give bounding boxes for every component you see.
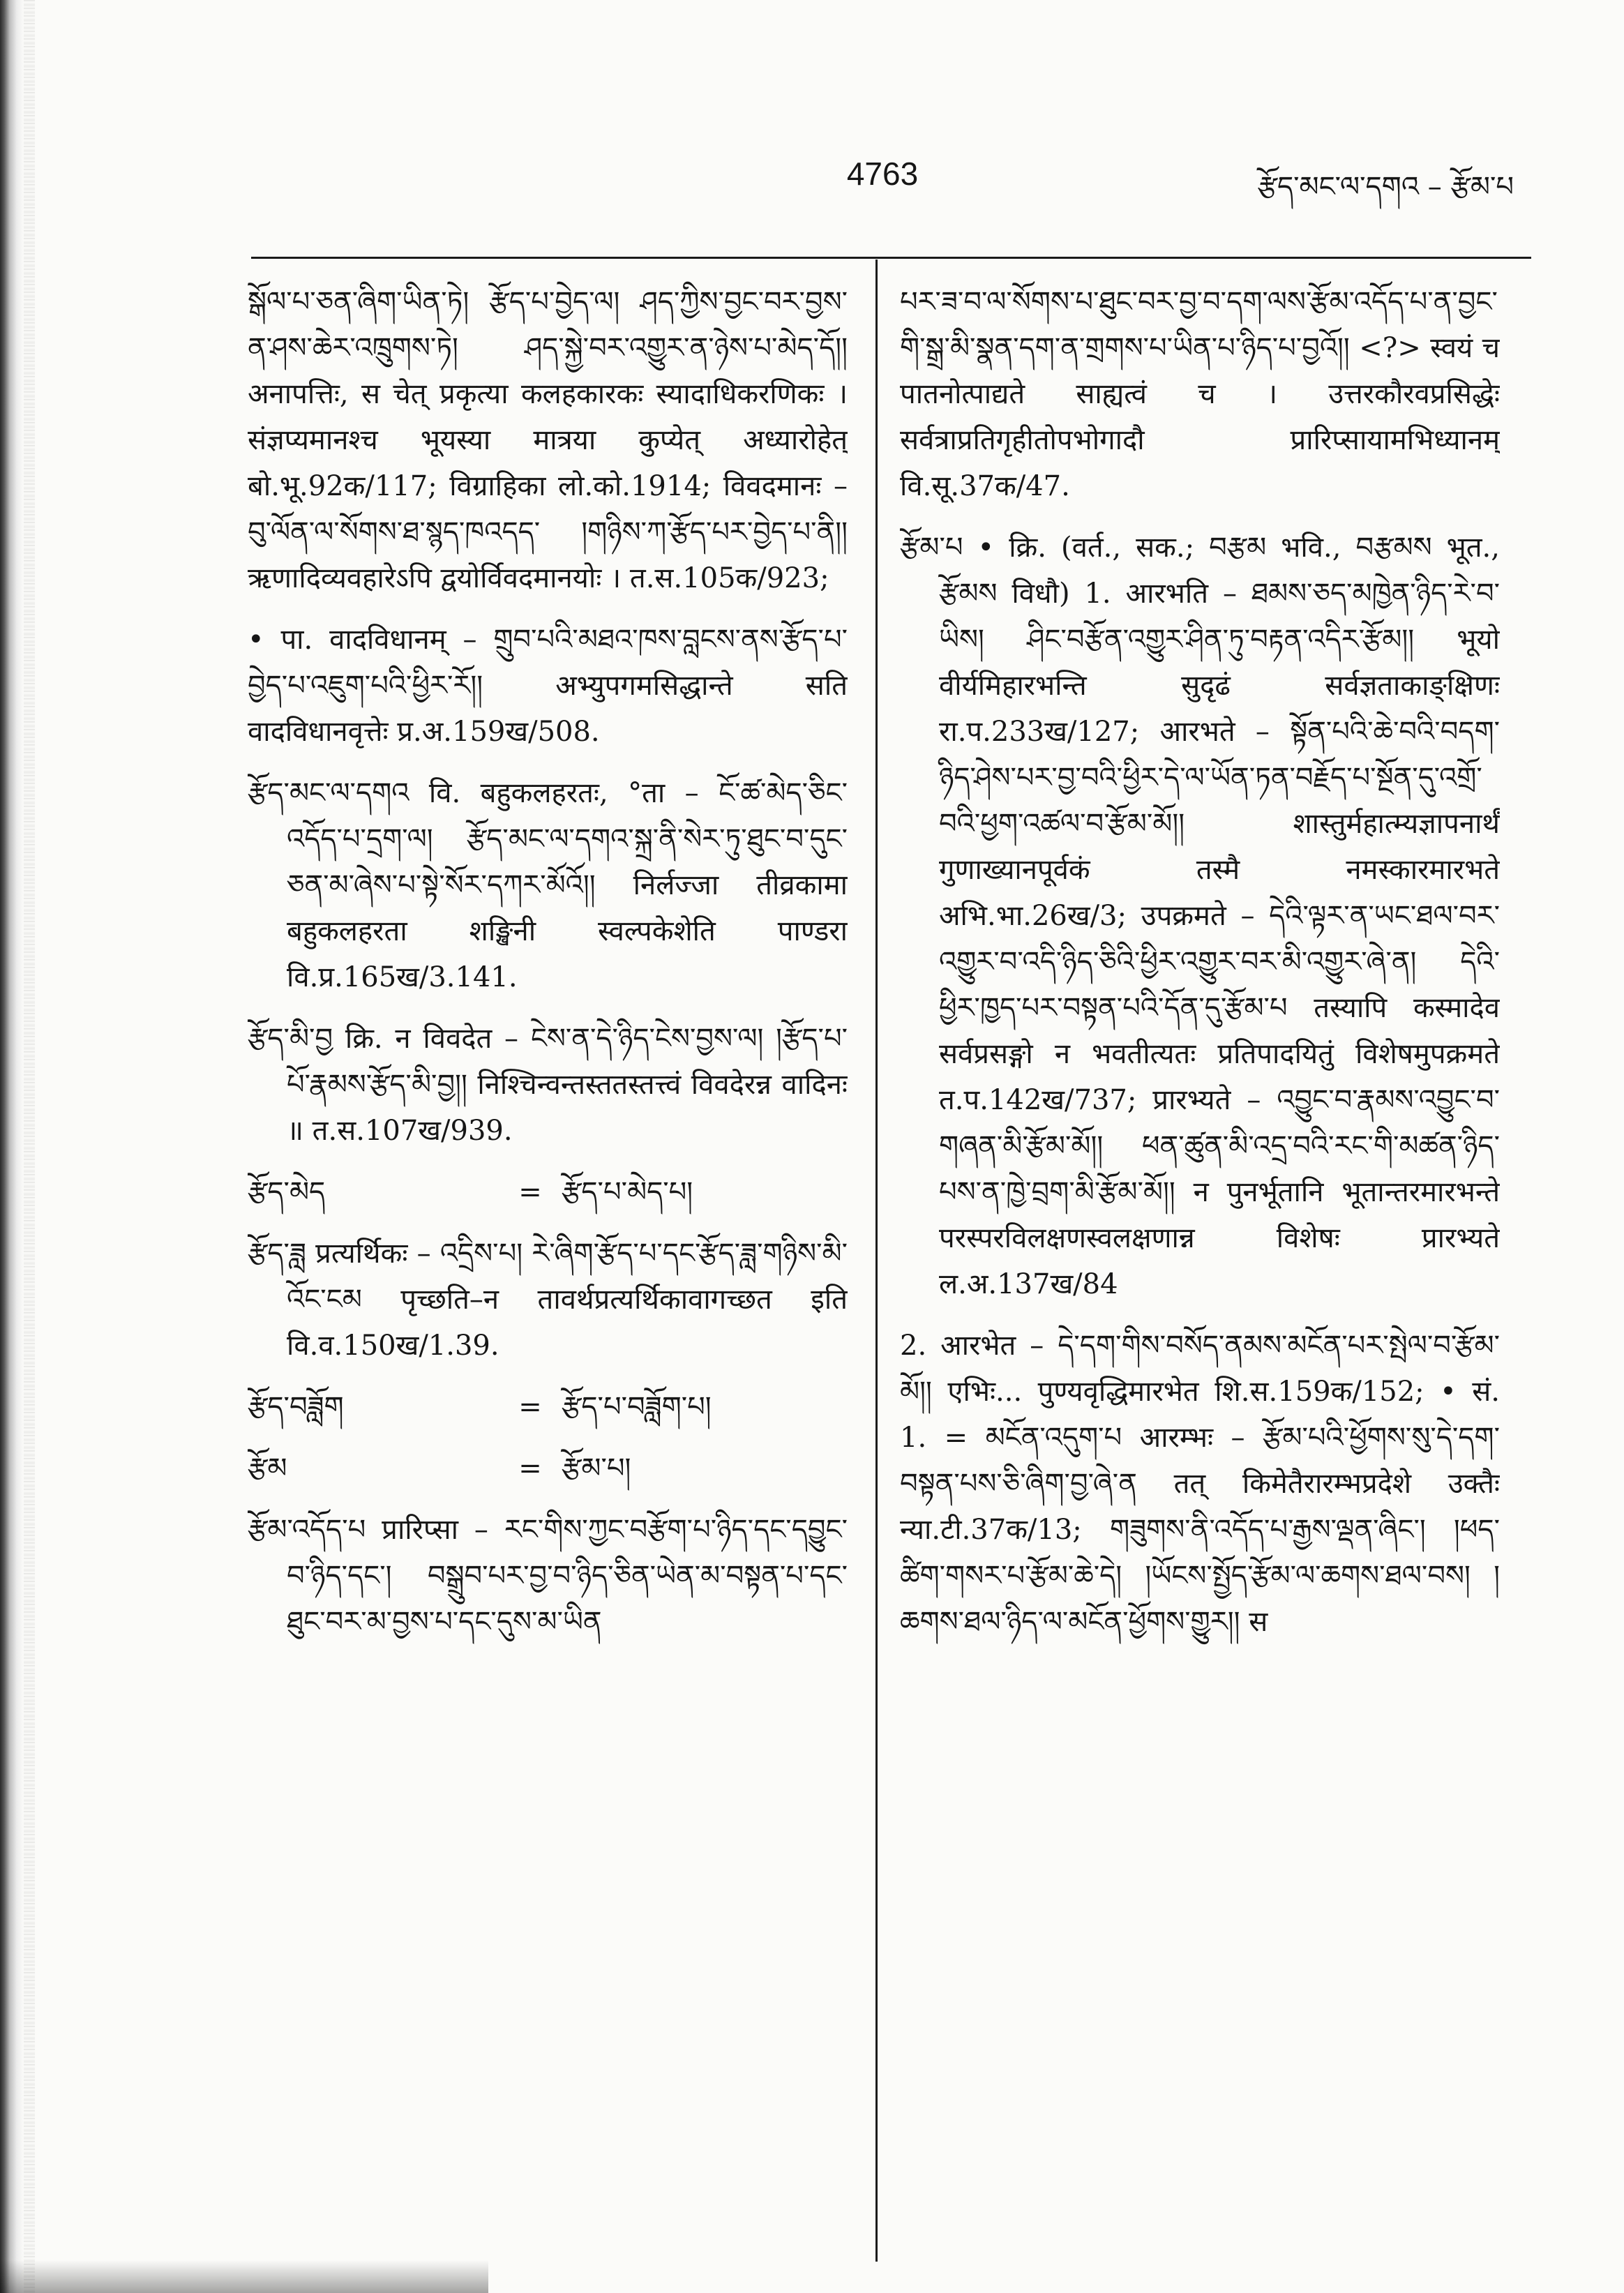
xref-headword: རྩོད་བཟློག <box>248 1391 344 1423</box>
running-head: རྩོད་མང་ལ་དགའ – རྩོམ་པ <box>1257 171 1514 203</box>
xref-headword: རྩོམ <box>248 1452 287 1484</box>
continued-entry: སྒོལ་པ་ཅན་ཞིག་ཡིན་ཏེ། རྩོད་པ་བྱེད་ལ། ཤད་ཀྱིས་བྱང་བར་བྱས་ན་ཤས་ཆེར་འཁྲུགས་ཏེ། ཤད་སྐྱེ་བར་འགྱུར་ན་ཉེས་པ་མེད་དོ།། अनापत्तिः, स चेत् प्रकृत्या कलहकारकः स्यादाधिकरणिकः । संज्ञप्यमानश्च भूयस्या मात्रया कुप्येत् अध्यारोहेत् बो.भू.92क/117; विग्राहिका लो.को.1914; विवदमानः – བུ་ལོན་ལ་སོགས་ཐ་སྙད་ཁའདད་ །གཉིས་ཀ་རྩོད་པར་བྱེད་པ་ནི།། ऋणादिव्यवहारेऽपि द्वयोर्विवदमानयोः । त.स.105क/923; <box>248 286 848 594</box>
sub-sense: 2. आरभेत – དེ་དག་གིས་བསོད་ནམས་མངོན་པར་སྤེལ་བ་རྩོམ་མོ།། एभिः... पुण्यवृद्धिमारभेत शि.स.159क/152; • सं. 1. = མངོན་འདུག་པ आरम्भः – རྩོམ་པའི་ཕྱོགས་སུ་དེ་དག་བསྟན་པས་ཅི་ཞིག་བྱ་ཞེ་ན तत् किमेतैरारम्भप्रदेशे उक्तैः न्या.टी.37क/13; གཟུགས་ནི་འདོད་པ་རྒྱས་ལྡན་ཞིང་། །ཕད་ཚིག་གསར་པ་རྩོམ་ཆེ་དེ། །ཡོངས་སྤྱོད་རྩོམ་ལ་ཆགས་ཐལ་བས། །ཆགས་ཐལ་ཉིད་ལ་མངོན་ཕྱོགས་གྱུར།། स <box>900 1330 1500 1638</box>
xref-equals: = <box>518 1452 542 1484</box>
sub-sense: • पा. वादविधानम् – གྲུབ་པའི་མཐའ་ཁས་བླངས་ནས་རྩོད་པ་བྱེད་པ་འཇུག་པའི་ཕྱིར་རོ།། अभ्युपगमसिद्धान्ते सति वादविधानवृत्तेः प्र.अ.159ख/508. <box>248 624 848 748</box>
xref-equals: = <box>518 1176 542 1208</box>
dictionary-entry: རྩོད་མང་ལ་དགའ वि. बहुकलहरतः, °ता – ངོ་ཚ་མེད་ཅིང་འདོད་པ་དྲག་ལ། རྩོད་མང་ལ་དགའ་སྐྲ་ནི་སེར་ཏུ་ཐུང་བ་དུང་ཅན་མ་ཞེས་པ་སྟེ་སོར་དཀར་མོའོ།། निर्लज्जा तीव्रकामा बहुकलहरता शङ्खिनी स्वल्पकेशेति पाण्डरा वि.प्र.165ख/3.141. <box>248 777 848 993</box>
dictionary-entry: རྩོད་མི་བྱ क्रि. न विवदेत – ངེས་ན་དེ་ཉིད་ངེས་བྱས་ལ། །རྩོད་པ་པོ་རྣམས་རྩོད་མི་བྱ།། निश्चिन्वन्तस्ततस्तत्त्वं विवदेरन्न वादिनः ॥ त.स.107ख/939. <box>248 1023 848 1147</box>
right-column <box>900 279 1500 2232</box>
left-column <box>248 279 848 2232</box>
cross-reference <box>248 1445 848 1491</box>
header-rule <box>251 257 1531 259</box>
column-divider <box>875 260 878 2262</box>
xref-target: རྩོད་པ་བཟློག་པ། <box>562 1391 712 1423</box>
xref-target: རྩོམ་པ། <box>562 1452 631 1484</box>
page-number: 4763 <box>846 156 919 192</box>
xref-headword: རྩོད་མེད <box>248 1176 326 1208</box>
cross-reference <box>248 1384 848 1430</box>
binding-shadow <box>0 0 24 2293</box>
xref-equals: = <box>518 1391 542 1423</box>
continued-entry: པར་ཟ་བ་ལ་སོགས་པ་ཐུང་བར་བྱ་བ་དག་ལས་རྩོམ་འདོད་པ་ན་བྱང་གི་སྒྲ་མི་སྣན་དག་ན་གྲགས་པ་ཡིན་པ་ཉིད་པ་བྱའོ།། <?> स्वयं च पातनोत्पाद्यते साह्यत्वं च । उत्तरकौरवप्रसिद्धेः सर्वत्राप्रतिगृहीतोपभोगादौ प्रारिप्सायामभिध्यानम् वि.सू.37क/47. <box>900 286 1500 502</box>
dictionary-entry: རྩོམ་པ • क्रि. (वर्त., सक.; བརྩམ भवि., བརྩམས भूत., རྩོམས विधौ) 1. आरभति – ཐམས་ཅད་མཁྱེན་ཉིད་རེ་བ་ཡིས། ཤིང་བརྩོན་འགྱུར་ཤིན་ཏུ་བརྟན་འདིར་རྩོམ།། भूयो वीर्यमिहारभन्ति सुदृढं सर्वज्ञताकाङ्क्षिणः रा.प.233ख/127; आरभते – སྟོན་པའི་ཆེ་བའི་བདག་ཉིད་ཤེས་པར་བྱ་བའི་ཕྱིར་དེ་ལ་ཡོན་ཏན་བརྗོད་པ་སྔོན་དུ་འགྲོ་བའི་ཕྱག་འཚལ་བ་རྩོམ་མོ།། शास्तुर्महात्म्यज्ञापनार्थं गुणाख्यानपूर्वकं तस्मै नमस्कारमारभते अभि.भा.26ख/3; उपक्रमते – དེའི་ལྟར་ན་ཡང་ཐལ་བར་འགྱུར་བ་འདི་ཉིད་ཅིའི་ཕྱིར་འགྱུར་བར་མི་འགྱུར་ཞེ་ན། དེའི་ཕྱིར་ཁྱད་པར་བསྟན་པའི་དོན་དུ་རྩོམ་པ तस्यापि कस्मादेव सर्वप्रसङ्गो न भवतीत्यतः प्रतिपादयितुं विशेषमुपक्रमते त.प.142ख/737; प्रारभ्यते – འབྱུང་བ་རྣམས་འབྱུང་བ་གཞན་མི་རྩོམ་མོ།། ཕན་ཚུན་མི་འདྲ་བའི་རང་གི་མཚན་ཉིད་པས་ན་ཁྱེ་བྲག་མི་རྩོམ་མོ།། न पुनर्भूतानि भूतान्तरमारभन्ते परस्परविलक्षणस्वलक्षणान्न विशेषः प्रारभ्यते ल.अ.137ख/84 <box>900 532 1500 1300</box>
scan-bottom-shadow <box>0 2260 488 2293</box>
dictionary-entry: རྩོམ་འདོད་པ प्रारिप्सा – རང་གིས་ཀྱང་བརྩོག་པ་ཉིད་དང་དབྱུང་བ་ཉིད་དང་། བསྒྲུབ་པར་བྱ་བ་ཉིད་ཅིན་ཡེན་མ་བསྟན་པ་དང་ཐུང་བར་མ་བྱས་པ་དང་དུས་མ་ཡིན <box>248 1514 848 1638</box>
xref-target: རྩོད་པ་མེད་པ། <box>562 1176 693 1208</box>
cross-reference <box>248 1169 848 1215</box>
scan-edge <box>24 0 35 2293</box>
dictionary-entry: རྩོད་ཟླ प्रत्यर्थिकः – འདྲིས་པ། རེ་ཞིག་རྩོད་པ་དང་རྩོད་ཟླ་གཉིས་མི་འོང་ངམ पृच्छति–न तावर्थप्रत्यर्थिकावागच्छत इति वि.व.150ख/1.39. <box>248 1238 848 1362</box>
